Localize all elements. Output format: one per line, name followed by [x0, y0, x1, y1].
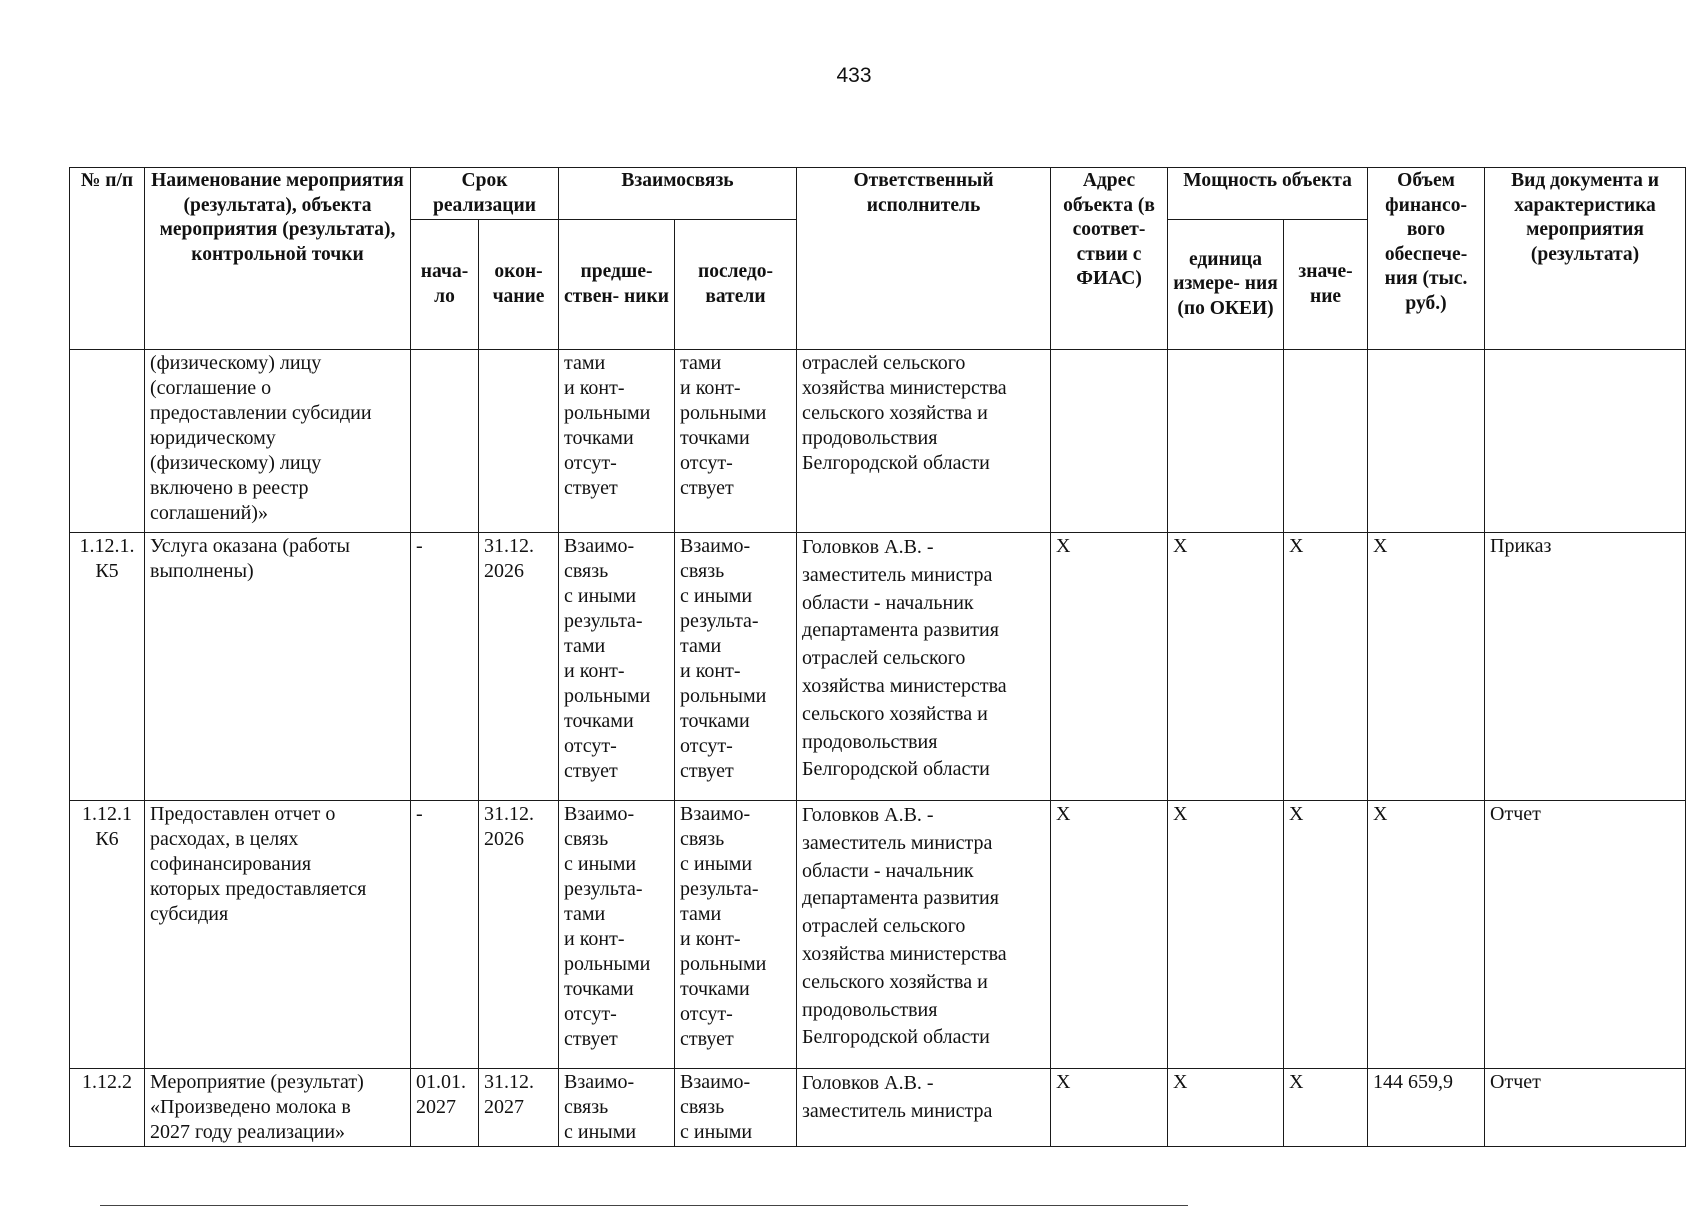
cell-name: Предоставлен отчет о расходах, в целях софинансирования которых предоставляется субсидия	[145, 801, 411, 1069]
cell-addr: X	[1051, 533, 1168, 801]
header-srok: Срок реализации	[411, 168, 559, 220]
header-num: № п/п	[70, 168, 145, 350]
cell-num: 1.12.2	[70, 1069, 145, 1147]
table-row	[70, 533, 1686, 801]
cell-name: Мероприятие (результат) «Произведено молока в 2027 году реализации»	[145, 1069, 411, 1147]
cell-resp: Головков А.В. - заместитель министра	[797, 1069, 1051, 1147]
table-header	[70, 168, 1686, 350]
header-okonchanie: окон- чание	[479, 220, 559, 350]
header-predshestvenniki: предше- ствен- ники	[559, 220, 675, 350]
cell-pred: Взаимо- связь с иными результа- тами и конт- рольными точками отсут- ствует	[559, 533, 675, 801]
activities-table	[69, 167, 1686, 1147]
header-posledovateli: последо- ватели	[675, 220, 797, 350]
cell-end: 31.12. 2026	[479, 801, 559, 1069]
cell-value: X	[1284, 533, 1368, 801]
cell-fin: X	[1368, 533, 1485, 801]
cell-fin	[1368, 350, 1485, 533]
header-name: Наименование мероприятия (результата), объекта мероприятия (результата), контрольной точки	[145, 168, 411, 350]
cell-value	[1284, 350, 1368, 533]
header-otvetstvenny: Ответственный исполнитель	[797, 168, 1051, 350]
cell-num	[70, 350, 145, 533]
cell-unit	[1168, 350, 1284, 533]
header-vid: Вид документа и характеристика мероприятия (результата)	[1485, 168, 1686, 350]
header-edinica: единица измере- ния (по ОКЕИ)	[1168, 220, 1284, 350]
cell-doc: Приказ	[1485, 533, 1686, 801]
cell-resp: Головков А.В. - заместитель министра области - начальник департамента развития отраслей сельского хозяйства министерства сельского хозяйства и продовольствия Белгородской области	[797, 801, 1051, 1069]
cell-unit: X	[1168, 533, 1284, 801]
cell-start: 01.01. 2027	[411, 1069, 479, 1147]
cell-pred: тами и конт- рольными точками отсут- ствует	[559, 350, 675, 533]
cell-num: 1.12.1 К6	[70, 801, 145, 1069]
cell-start	[411, 350, 479, 533]
table-body	[70, 350, 1686, 1147]
cell-name: Услуга оказана (работы выполнены)	[145, 533, 411, 801]
page-number: 433	[836, 64, 872, 87]
cell-end: 31.12. 2027	[479, 1069, 559, 1147]
cell-addr	[1051, 350, 1168, 533]
header-znachenie: значе- ние	[1284, 220, 1368, 350]
cell-post: Взаимо- связь с иными результа- тами и конт- рольными точками отсут- ствует	[675, 801, 797, 1069]
cell-end	[479, 350, 559, 533]
cell-start: -	[411, 801, 479, 1069]
cell-doc: Отчет	[1485, 801, 1686, 1069]
header-obem: Объем финансо- вого обеспече- ния (тыс. руб.)	[1368, 168, 1485, 350]
cell-doc: Отчет	[1485, 1069, 1686, 1147]
cell-start: -	[411, 533, 479, 801]
cell-value: X	[1284, 1069, 1368, 1147]
cell-pred: Взаимо- связь с иными	[559, 1069, 675, 1147]
cell-name: (физическому) лицу (соглашение о предоставлении субсидии юридическому (физическому) лицу включено в реестр соглашений)»	[145, 350, 411, 533]
table-row	[70, 350, 1686, 533]
table-row	[70, 801, 1686, 1069]
cell-pred: Взаимо- связь с иными результа- тами и конт- рольными точками отсут- ствует	[559, 801, 675, 1069]
table-row	[70, 1069, 1686, 1147]
cell-resp: Головков А.В. - заместитель министра области - начальник департамента развития отраслей сельского хозяйства министерства сельского хозяйства и продовольствия Белгородской области	[797, 533, 1051, 801]
cell-value: X	[1284, 801, 1368, 1069]
cell-post: тами и конт- рольными точками отсут- ствует	[675, 350, 797, 533]
cell-unit: X	[1168, 1069, 1284, 1147]
header-vzaimosvyaz: Взаимосвязь	[559, 168, 797, 220]
header-adres: Адрес объекта (в соответ- ствии с ФИАС)	[1051, 168, 1168, 350]
cell-addr: X	[1051, 801, 1168, 1069]
cell-addr: X	[1051, 1069, 1168, 1147]
header-moshchnost: Мощность объекта	[1168, 168, 1368, 220]
cell-unit: X	[1168, 801, 1284, 1069]
cell-fin: X	[1368, 801, 1485, 1069]
cell-resp: отраслей сельского хозяйства министерства сельского хозяйства и продовольствия Белгородской области	[797, 350, 1051, 533]
cell-doc	[1485, 350, 1686, 533]
cell-post: Взаимо- связь с иными	[675, 1069, 797, 1147]
cell-post: Взаимо- связь с иными результа- тами и конт- рольными точками отсут- ствует	[675, 533, 797, 801]
header-nachalo: нача- ло	[411, 220, 479, 350]
cell-end: 31.12. 2026	[479, 533, 559, 801]
cell-num: 1.12.1. К5	[70, 533, 145, 801]
cell-fin: 144 659,9	[1368, 1069, 1485, 1147]
